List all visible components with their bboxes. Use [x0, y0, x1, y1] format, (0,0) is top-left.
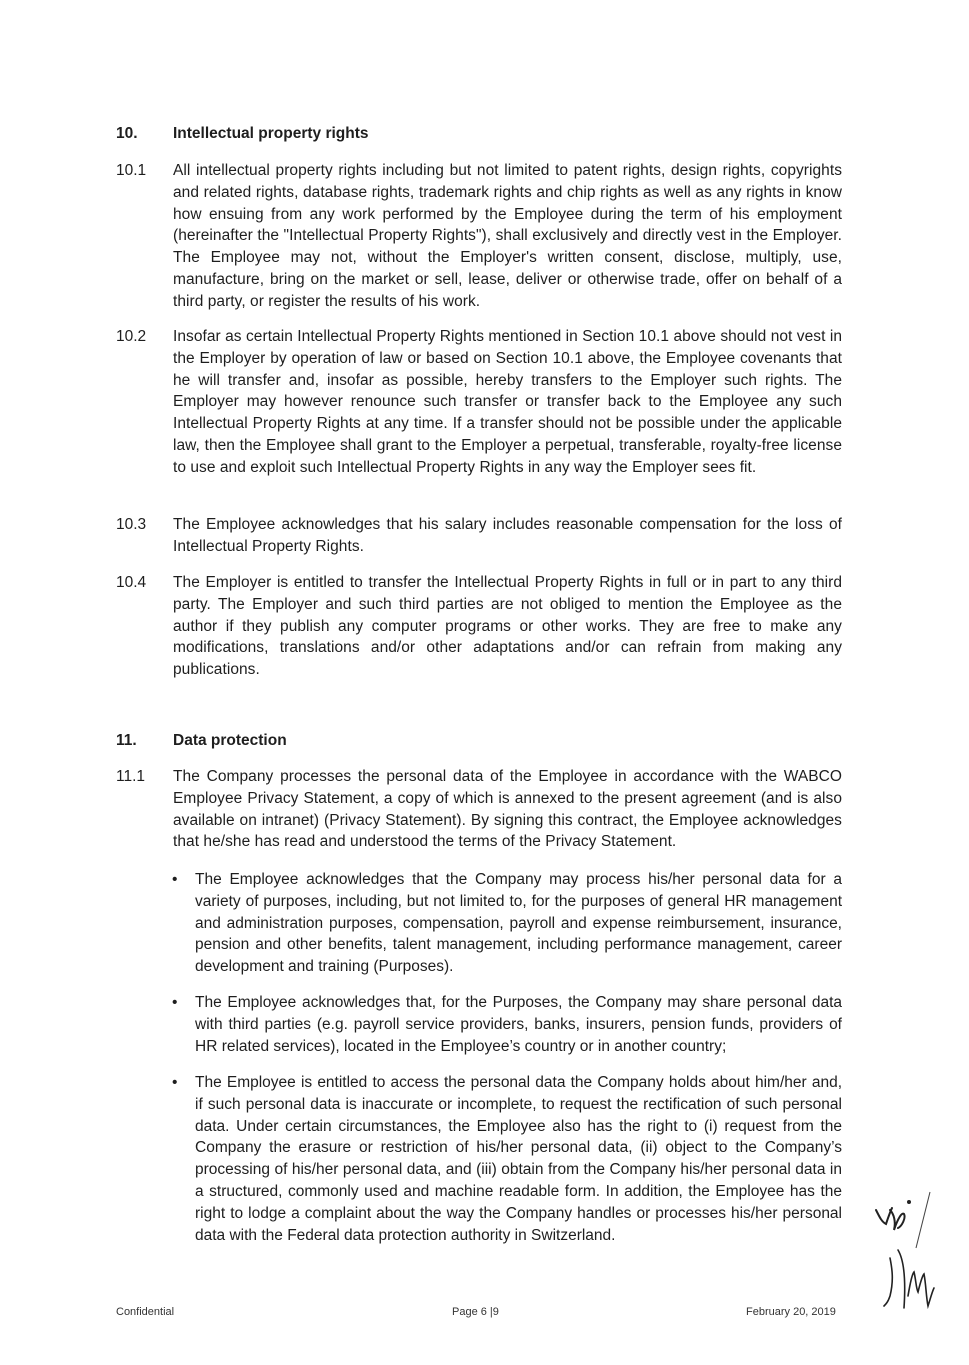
bullet-item [172, 869, 842, 978]
clause-number: 10.4 [116, 574, 147, 591]
handwritten-initials [868, 1188, 958, 1318]
clause-10-3 [116, 514, 842, 558]
clause-number: 10.2 [116, 328, 147, 345]
clause-text: The Employer is entitled to transfer the Intellectual Property Rights in full or in part to any third party. The Employer and such third parties are not obliged to mention the Employee as the author if they publish any computer programs or other works. They are free to make any modifications, translations and/or other adaptations and/or can refrain from making any publications. [173, 574, 842, 679]
clause-10-1 [116, 160, 842, 313]
clause-number: 10.1 [116, 162, 147, 179]
clause-text: All intellectual property rights including but not limited to patent rights, design rights, copyrights and related rights, database rights, trademark rights and chip rights as well as any rights in know how ensuing from any work performed by the Employee during the term of his employment (hereinafter the "Intellectual Property Rights"), shall exclusively and directly vest in the Employer. The Employee may not, without the Employer's written consent, disclose, multiply, use, manufacture, bring on the market or sell, lease, deliver or otherwise trade, offer on behalf of a third party, or register the results of his work. [173, 162, 842, 310]
clause-number: 10.3 [116, 516, 147, 533]
footer-date: February 20, 2019 [746, 1306, 836, 1318]
section-11-heading [116, 732, 287, 750]
bullet-text: The Employee is entitled to access the personal data the Company holds about him/her and, if such personal data is inaccurate or incomplete, to request the rectification of such personal data. Under certain circumstances, the Employee also has the right to (i) request from the Company the erasure or restriction of his/her personal data, (ii) object to the Company’s processing of his/her personal data, and (iii) obtain from the Company his/her personal data in a structured, commonly used and machine readable form. In addition, the Employee has the right to lodge a complaint about the way the Company handles or processes his/her personal data with the Federal data protection authority in Switzerland. [195, 1074, 842, 1244]
section-number: 11. [116, 732, 137, 749]
clause-text: Insofar as certain Intellectual Property Rights mentioned in Section 10.1 above should not vest in the Employer by operation of law or based on Section 10.1 above, the Employee covenants that he will transfer and, insofar as possible, hereby transfers to the Employer such rights. The Employer may however renounce such transfer or transfer back to the Employee any such Intellectual Property Rights at any time. If a transfer should not be possible under the applicable law, then the Employee shall grant to the Employer a perpetual, transferable, royalty-free license to use and exploit such Intellectual Property Rights in any way the Employer sees fit. [173, 328, 842, 476]
clause-11-1 [116, 766, 842, 853]
bullet-item [172, 992, 842, 1057]
clause-text: The Employee acknowledges that his salary includes reasonable compensation for the loss of Intellectual Property Rights. [173, 516, 842, 555]
bullet-symbol: • [172, 871, 178, 888]
clause-text: The Company processes the personal data of the Employee in accordance with the WABCO Employee Privacy Statement, a copy of which is annexed to the present agreement (and is also available on intranet) (Privacy Statement). By signing this contract, the Employee acknowledges that he/she has read and understood the terms of the Privacy Statement. [173, 768, 842, 851]
clause-10-4 [116, 572, 842, 681]
bullet-text: The Employee acknowledges that the Company may process his/her personal data for a variety of purposes, including, but not limited to, for the purposes of general HR management and administration purposes, compensation, payroll and expense reimbursement, insurance, pension and other benefits, talent management, including performance management, career development and training (Purposes). [195, 871, 842, 976]
section-title: Data protection [173, 732, 287, 749]
section-10-heading [116, 125, 369, 143]
bullet-text: The Employee acknowledges that, for the Purposes, the Company may share personal data with third parties (e.g. payroll service providers, banks, insurers, pension funds, providers of HR related services), located in the Employee’s country or in another country; [195, 994, 842, 1055]
clause-10-2 [116, 326, 842, 479]
bullet-item [172, 1072, 842, 1246]
footer-page-number: Page 6 |9 [452, 1306, 499, 1318]
clause-number: 11.1 [116, 768, 146, 785]
bullet-symbol: • [172, 1074, 178, 1091]
section-number: 10. [116, 125, 138, 142]
section-title: Intellectual property rights [173, 125, 369, 142]
footer-confidential: Confidential [116, 1306, 175, 1318]
bullet-symbol: • [172, 994, 178, 1011]
